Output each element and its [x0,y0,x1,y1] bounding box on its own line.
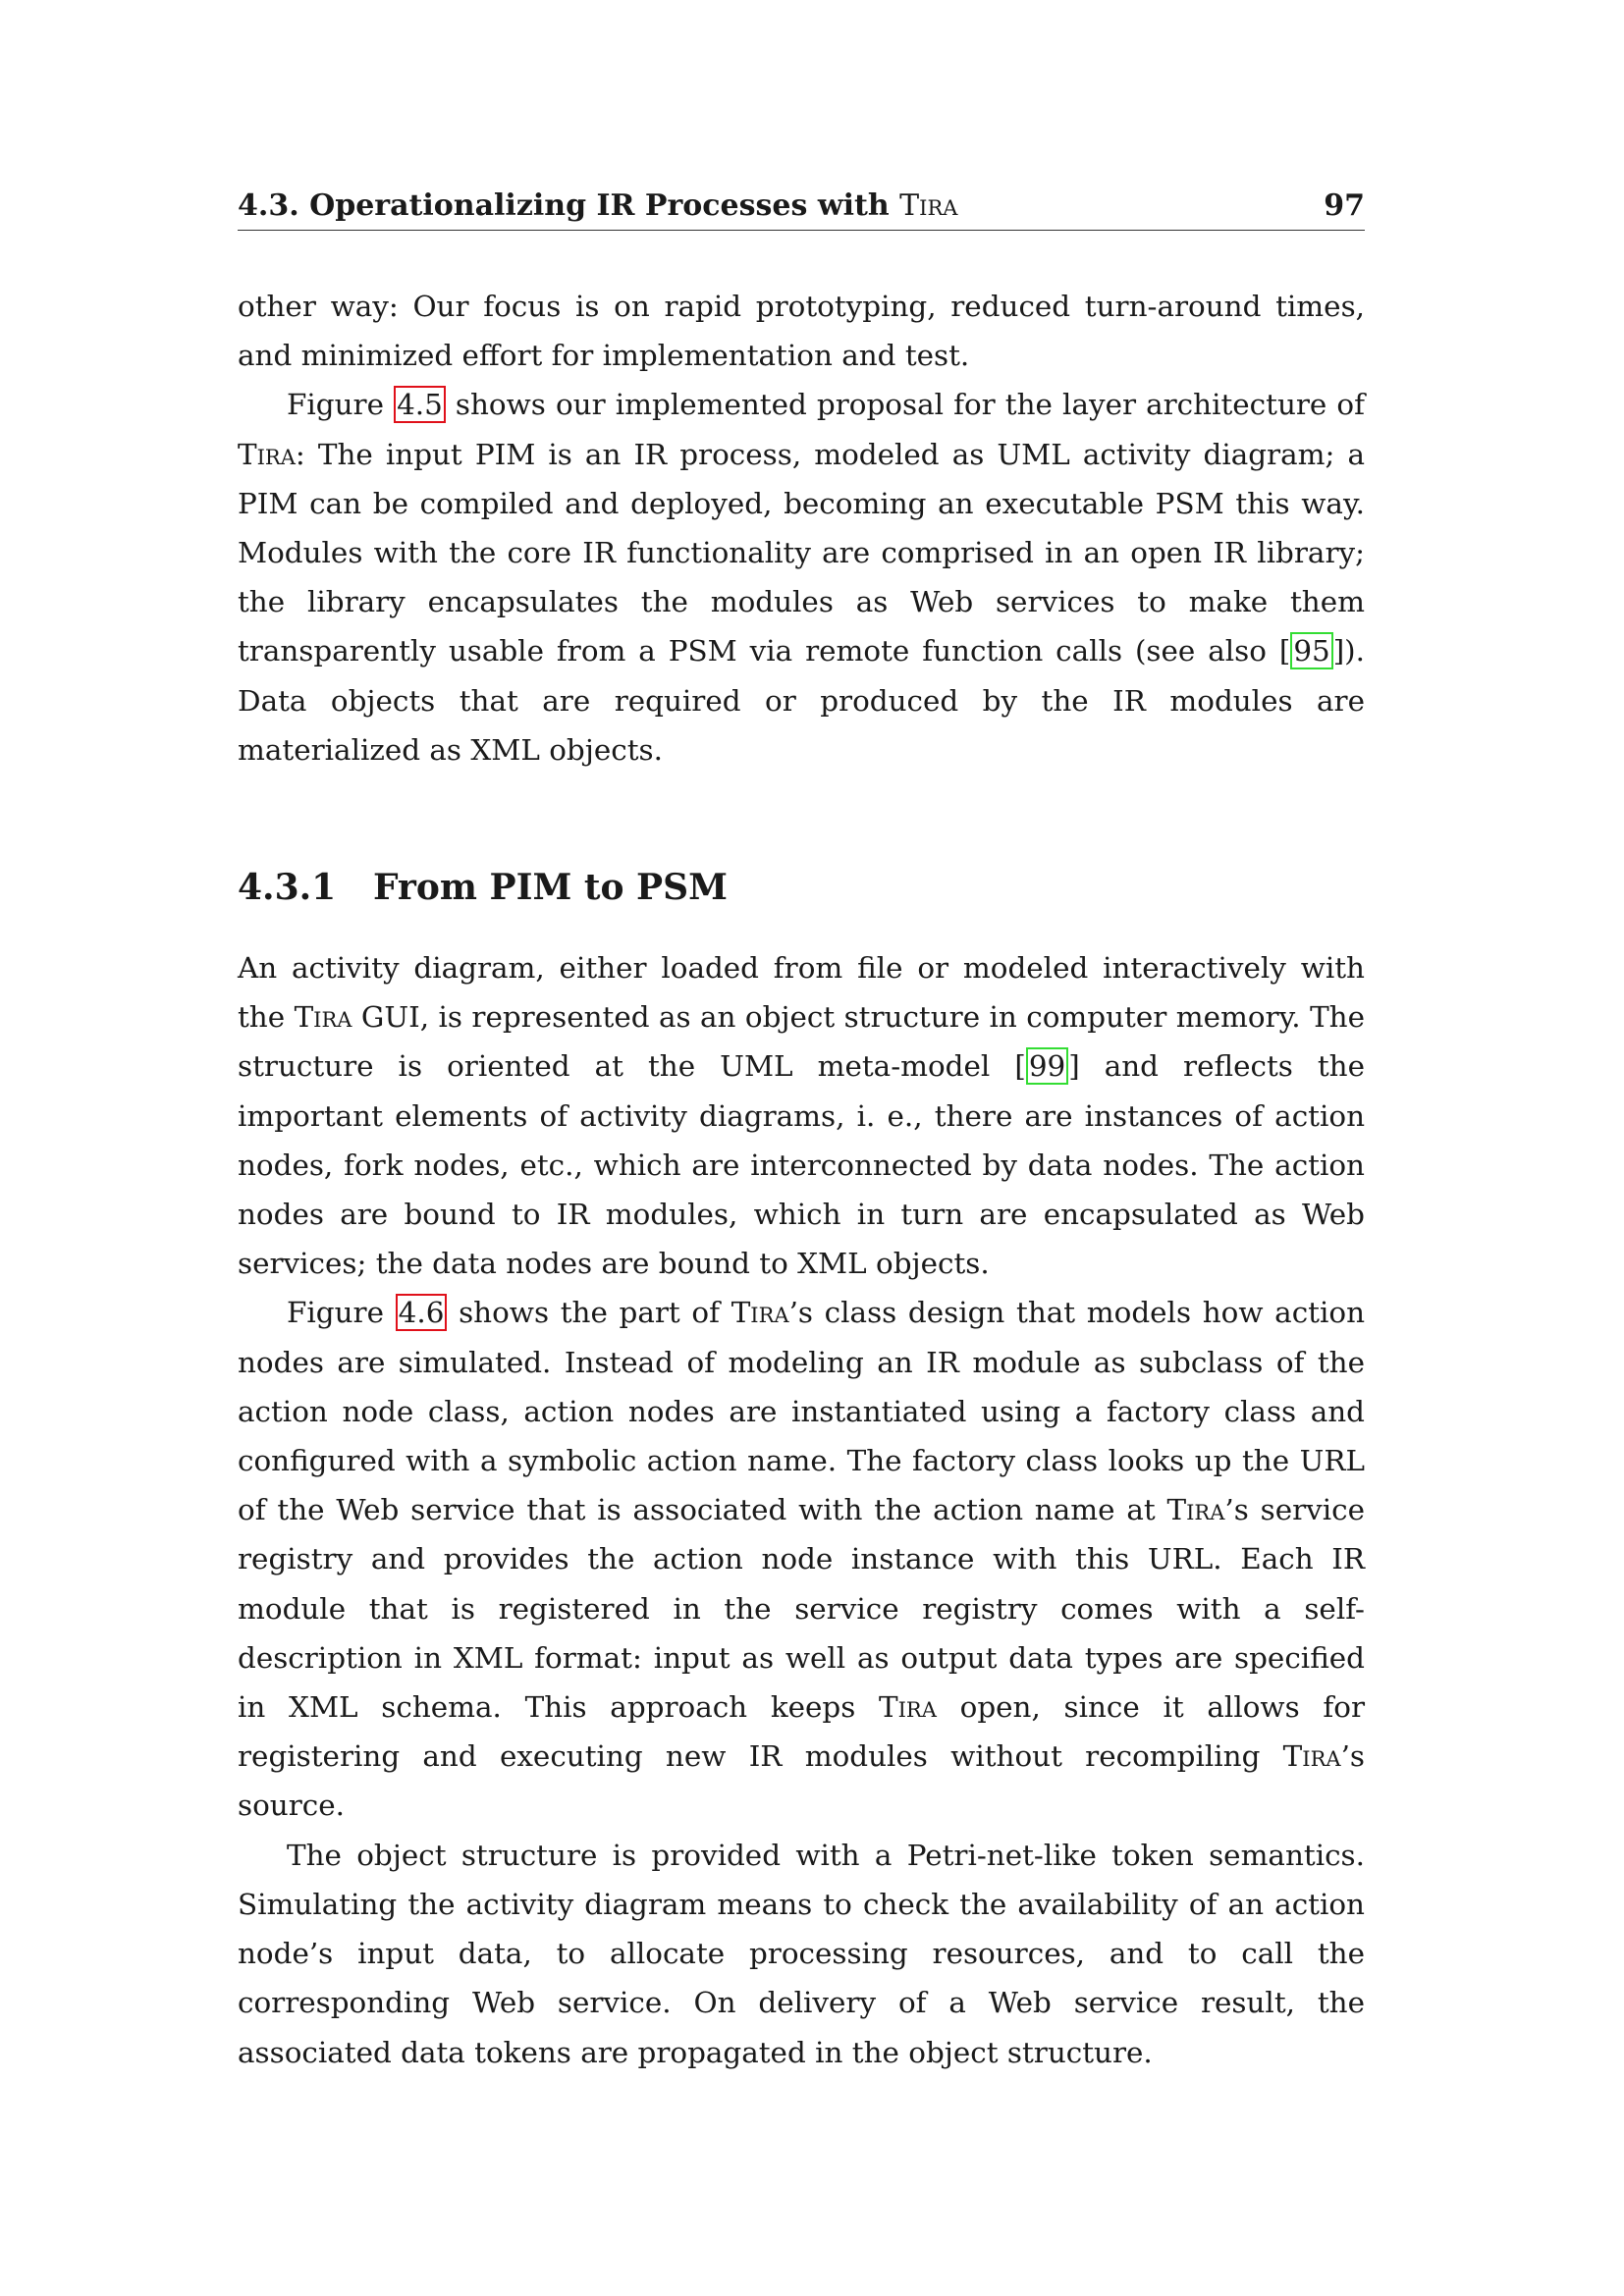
section-heading [238,865,1365,910]
text-run: open, since it allows for registering and executing new IR modules without recompiling [238,1690,1365,1774]
running-head-title-text: 4.3. Operationalizing IR Processes with [238,188,900,223]
text-run: ]). Data objects that are required or produced by the IR modules are materialized as XML objects. [238,634,1365,767]
text-run: ] and reflects the important elements of activity diagrams, i. e., there are instances of action nodes, fork nodes, etc., which are interconnected by data nodes. The action nodes are bound to IR modules, which in turn are encapsulated as Web services; the data nodes are bound to XML objects. [238,1049,1366,1281]
tira-small-caps: Tira [899,188,958,223]
text-run: shows the part of [447,1296,731,1330]
tira-small-caps: Tira [294,1000,352,1035]
figure-link-4-5[interactable]: 4.5 [394,386,446,423]
tira-small-caps: Tira [731,1296,789,1330]
text-run: shows our implemented proposal for the layer architecture of [445,388,1365,422]
text-run: : The input PIM is an IR process, modeled as UML activity diagram; a PIM can be compiled and deployed, becoming an executable PSM this way. Modules with the core IR functionality are comprised in an open IR library; the library encapsulates the modules as Web services to make them transparently usable from a PSM via remote function calls (see also [ [238,437,1365,668]
text-run: ’s source. [238,1739,1365,1823]
running-head [238,187,1365,231]
page-number: 97 [1324,188,1365,223]
text-run: GUI, is represented as an object structure in computer memory. The structure is oriented at the UML meta-model [ [238,1000,1365,1084]
tira-small-caps: Tira [1166,1493,1225,1527]
text-run: ’s class design that models how action nodes are simulated. Instead of modeling an IR module as subclass of the action node class, action nodes are instantiated using a factory class and configured with a symbolic action name. The factory class looks up the URL of the Web service that is associated with the action name at [238,1296,1366,1527]
citation-link-99[interactable]: 99 [1026,1047,1068,1085]
section-number: 4.3.1 [238,867,337,909]
paragraph-4 [238,1288,1365,1830]
paragraph-3 [238,943,1365,1288]
page [238,187,1365,2077]
text-run: Figure [287,1296,396,1330]
text-run: An activity diagram, either loaded from file or modeled interactively with the [238,951,1365,1035]
running-head-title [238,187,957,226]
paragraph-5: The object structure is provided with a Petri-net-like token semantics. Simulating the activity diagram means to check the availability of an action node’s input data, to allocate processing resources, and to call the corresponding Web service. On delivery of a Web service result, the associated data tokens are propagated in the object structure. [238,1838,1365,2069]
figure-link-4-6[interactable]: 4.6 [396,1294,448,1331]
paragraph-1: other way: Our focus is on rapid prototyping, reduced turn-around times, and minimized effort for implementation and test. [238,290,1365,373]
section-title: From PIM to PSM [373,867,728,909]
tira-small-caps: Tira [238,437,296,471]
paragraph-2 [238,380,1365,774]
text-run: ’s service registry and provides the action node instance with this URL. Each IR module that is registered in the service registry comes with a self-description in XML format: input as well as output data types are specified in XML schema. This approach keeps [238,1493,1365,1725]
citation-link-95[interactable]: 95 [1290,632,1332,669]
tira-small-caps: Tira [1282,1739,1341,1774]
tira-small-caps: Tira [879,1690,937,1725]
text-run: Figure [287,388,395,422]
